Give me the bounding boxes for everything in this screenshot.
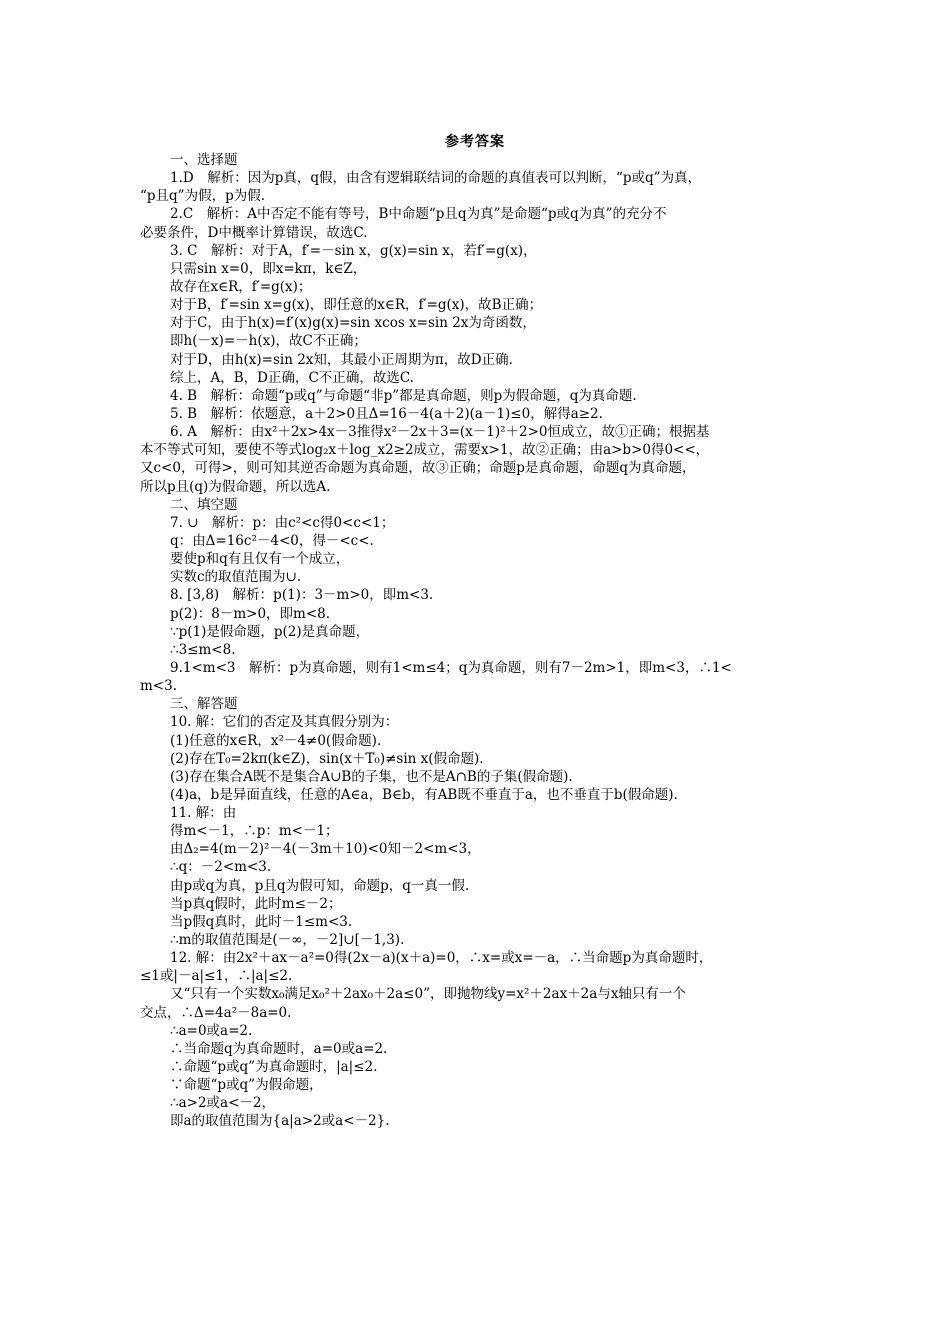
text-line: 实数c的取值范围为∪. — [170, 569, 302, 586]
text-line: 一、选择题 — [170, 152, 238, 168]
text-line: ∴a=0或a=2. — [170, 1022, 253, 1039]
text-line: 要使p和q有且仅有一个成立， — [170, 551, 350, 568]
text-line: ∴q：－2<m<3. — [170, 859, 272, 876]
text-line: 三、解答题 — [170, 696, 238, 713]
text-line: 对于C，由于h(x)=f′(x)g(x)=sin xcos x=sin 2x为奇函数， — [170, 315, 536, 332]
text-line: 综上，A，B，D正确，C不正确，故选C. — [170, 369, 414, 386]
text-line: ∴命题“p或q”为真命题时，|a|≤2. — [170, 1059, 378, 1076]
text-line: 又c<0，可得>，则可知其逆否命题为真命题，故③正确；命题p是真命题，命题q为真命题， — [140, 460, 696, 477]
text-line: q：由Δ=16c²－4<0，得－<c<. — [170, 532, 374, 549]
text-line: ∵p(1)是假命题，p(2)是真命题， — [170, 623, 370, 640]
text-line: 12. 解：由2x²＋ax－a²=0得(2x－a)(x＋a)=0，∴x=或x=－a，∴当命题p为真命题时， — [170, 950, 713, 967]
text-line: 4. B 解析：命题“p或q”与命题“非p”都是真命题，则p为假命题，q为真命题. — [170, 387, 637, 404]
text-line: ∴a>2或a<－2， — [170, 1095, 275, 1112]
text-line: 即h(－x)=－h(x)，故C不正确； — [170, 333, 367, 350]
text-line: 又“只有一个实数x₀满足x₀²＋2ax₀＋2a≤0”，即抛物线y=x²＋2ax＋2a与x轴只有一个 — [170, 986, 686, 1003]
text-line: 当p假q真时，此时－1≤m<3. — [170, 913, 353, 930]
document-title: 参考答案 — [445, 134, 505, 150]
text-line: 对于D，由h(x)=sin 2x知，其最小正周期为π，故D正确. — [170, 351, 513, 368]
text-line: 交点，∴Δ=4a²－8a=0. — [140, 1004, 292, 1021]
text-line: 11. 解：由 — [170, 805, 237, 822]
text-line: (1)任意的x∈R，x²－4≠0(假命题). — [170, 732, 382, 749]
text-line: 故存在x∈R，f′=g(x)； — [170, 278, 312, 295]
text-line: 所以p且(q)为假命题，所以选A. — [140, 478, 331, 495]
text-line: 10. 解：它们的否定及其真假分别为： — [170, 714, 399, 731]
text-line: 本不等式可知，要使不等式log₂x＋log_x2≥2成立，需要x>1，故②正确；由a>b>0得0<<， — [140, 442, 710, 459]
text-line: 只需sin x=0，即x=kπ，k∈Z， — [170, 260, 367, 277]
text-line: 6. A 解析：由x²＋2x>4x－3推得x²－2x＋3=(x－1)²＋2>0恒成立，故①正确；根据基 — [170, 424, 710, 441]
text-line: (4)a，b是异面直线，任意的A∈a，B∈b，有AB既不垂直于a，也不垂直于b(假命题). — [170, 786, 678, 803]
answer-body — [140, 151, 816, 1131]
text-line: 即a的取值范围为{a|a>2或a<－2}. — [170, 1113, 390, 1130]
text-line: 当p真q假时，此时m≤－2； — [170, 895, 342, 912]
text-line: 由p或q为真，p且q为假可知，命题p，q一真一假. — [170, 877, 470, 894]
text-line: ∴m的取值范围是(－∞，－2]∪[－1,3). — [170, 932, 405, 949]
text-line: 二、填空题 — [170, 496, 238, 513]
text-line: 对于B，f′=sin x=g(x)，即任意的x∈R，f′=g(x)，故B正确； — [170, 297, 543, 314]
text-line: ∵命题“p或q”为假命题， — [170, 1077, 323, 1094]
text-line: 5. B 解析：依题意，a＋2>0且Δ=16－4(a＋2)(a－1)≤0，解得a≥2. — [170, 405, 603, 422]
text-line: 由Δ₂=4(m－2)²－4(－3m＋10)<0知－2<m<3， — [170, 841, 481, 858]
text-line: m<3. — [140, 678, 177, 695]
text-line: 1.D 解析：因为p真，q假，由含有逻辑联结词的命题的真值表可以判断，“p或q”为真， — [170, 170, 702, 187]
text-line: 8. [3,8) 解析：p(1)：3－m>0，即m<3. — [170, 587, 434, 604]
text-line: 必要条件，D中概率计算错误，故选C. — [140, 224, 368, 241]
text-line: “p且q”为假，p为假. — [140, 188, 266, 205]
text-line: 3. C 解析：对于A，f′=－sin x，g(x)=sin x，若f′=g(x)， — [170, 242, 537, 259]
text-line: ∴当命题q为真命题时，a=0或a=2. — [170, 1040, 388, 1057]
text-line: ≤1或|－a|≤1，∴|a|≤2. — [140, 968, 293, 985]
text-line: 9.1<m<3 解析：p为真命题，则有1<m≤4；q为真命题，则有7－2m>1，即m<3，∴1< — [170, 659, 732, 676]
text-line: 7. ∪ 解析：p：由c²<c得0<c<1； — [170, 514, 395, 531]
text-line: p(2)：8－m>0，即m<8. — [170, 605, 331, 622]
text-line: (2)存在T₀=2kπ(k∈Z)，sin(x＋T₀)≠sin x(假命题). — [170, 750, 484, 767]
text-line: (3)存在集合A既不是集合A∪B的子集，也不是A∩B的子集(假命题). — [170, 768, 573, 785]
text-line: ∴3≤m<8. — [170, 641, 236, 658]
text-line: 2.C 解析：A中否定不能有等号，B中命题“p且q为真”是命题“p或q为真”的充分不 — [170, 206, 667, 223]
text-line: 得m<－1，∴p：m<－1； — [170, 823, 339, 840]
